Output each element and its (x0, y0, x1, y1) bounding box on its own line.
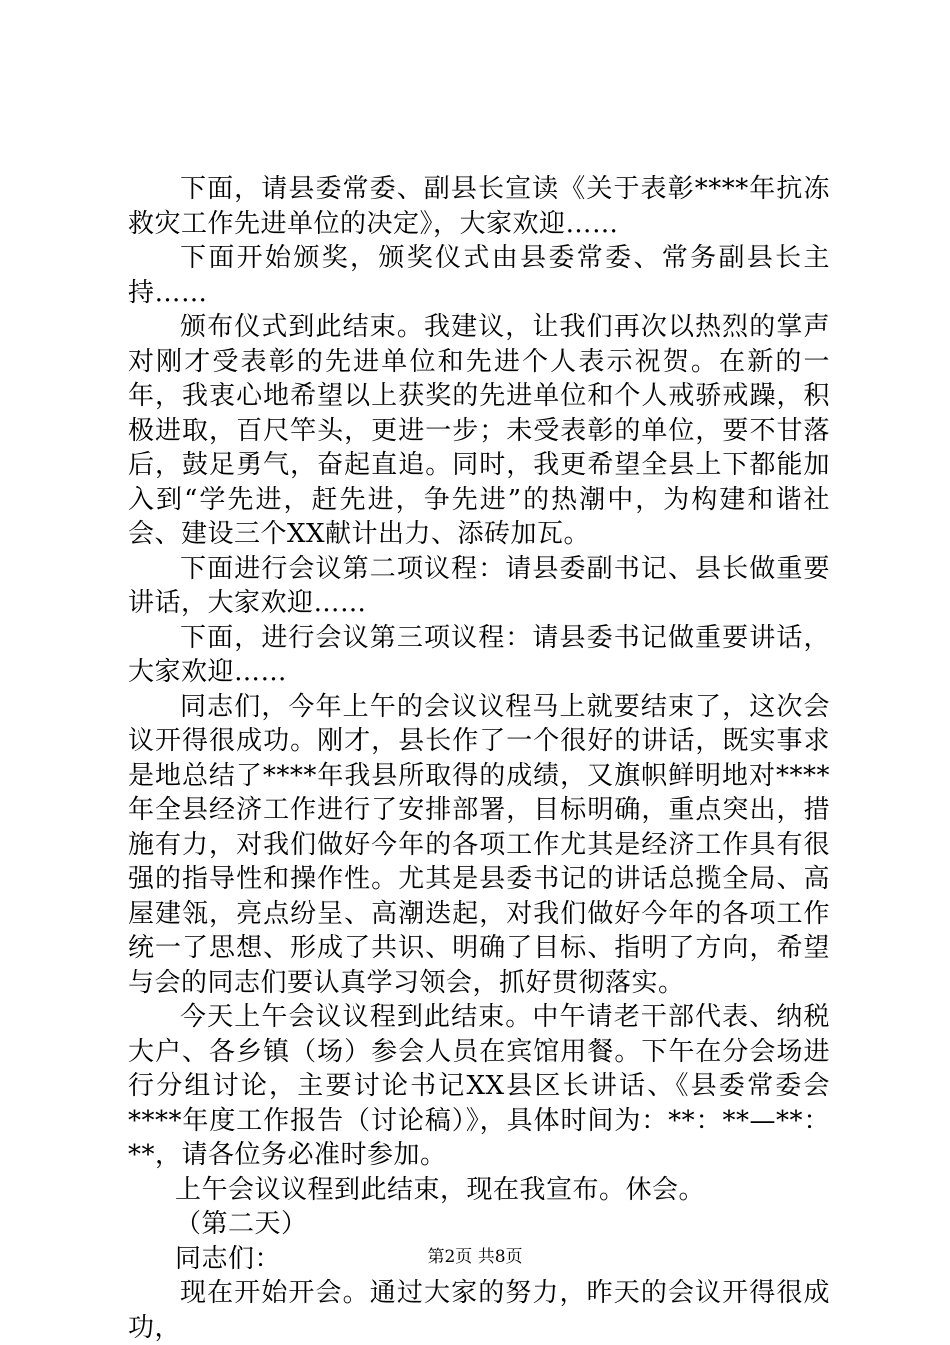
paragraph-second-agenda: 下面进行会议第二项议程：请县委副书记、县长做重要讲话，大家欢迎…… (128, 553, 830, 618)
document-body (128, 172, 830, 1345)
paragraph-day-two: （第二天） (175, 1209, 308, 1239)
paragraph-third-agenda: 下面，进行会议第三项议程：请县委书记做重要讲话，大家欢迎…… (128, 622, 830, 687)
paragraph-adjourn: 上午会议议程到此结束，现在我宣布。休会。 (175, 1174, 706, 1205)
paragraph-award-announcement: 下面，请县委常委、副县长宣读《关于表彰****年抗冻救灾工作先进单位的决定》，大家欢迎…… (128, 174, 830, 239)
paragraph-ceremony-end: 颁布仪式到此结束。我建议，让我们再次以热烈的掌声对刚才受表彰的先进单位和先进个人表示祝贺。在新的一年，我衷心地希望以上获奖的先进单位和个人戒骄戒躁，积极进取，百尺竿头，更进一步；未受表彰的单位，要不甘落后，鼓足勇气，奋起直追。同时，我更希望全县上下都能加入到“学先进，赶先进，争先进”的热潮中，为构建和谐社会、建设三个XX献计出力、添砖加瓦。 (128, 312, 830, 549)
paragraph-opening-day-two: 现在开始开会。通过大家的努力，昨天的会议开得很成功， (128, 1278, 830, 1343)
paragraph-salutation: 同志们： (175, 1243, 282, 1274)
page-number-footer: 第2页 共8页 (427, 1247, 523, 1267)
paragraph-morning-summary: 同志们，今年上午的会议议程马上就要结束了，这次会议开得很成功。刚才，县长作了一个很好的讲话，既实事求是地总结了****年我县所取得的成绩，又旗帜鲜明地对****年全县经济工作进行了安排部署，目标明确，重点突出，措施有力，对我们做好今年的各项工作尤其是经济工作具有很强的指导性和操作性。尤其是县委书记的讲话总揽全局、高屋建瓴，亮点纷呈、高潮迭起，对我们做好今年的各项工作统一了思想、形成了共识、明确了目标、指明了方向，希望与会的同志们要认真学习领会，抓好贯彻落实。 (128, 691, 830, 998)
paragraph-award-ceremony: 下面开始颁奖，颁奖仪式由县委常委、常务副县长主持…… (128, 243, 830, 308)
paragraph-afternoon-arrangement: 今天上午会议议程到此结束。中午请老干部代表、纳税大户、各乡镇（场）参会人员在宾馆用餐。下午在分会场进行分组讨论，主要讨论书记XX县区长讲话、《县委常委会****年度工作报告（讨论稿）》，具体时间为：**：**—**：**，请各位务必准时参加。 (128, 1002, 830, 1170)
